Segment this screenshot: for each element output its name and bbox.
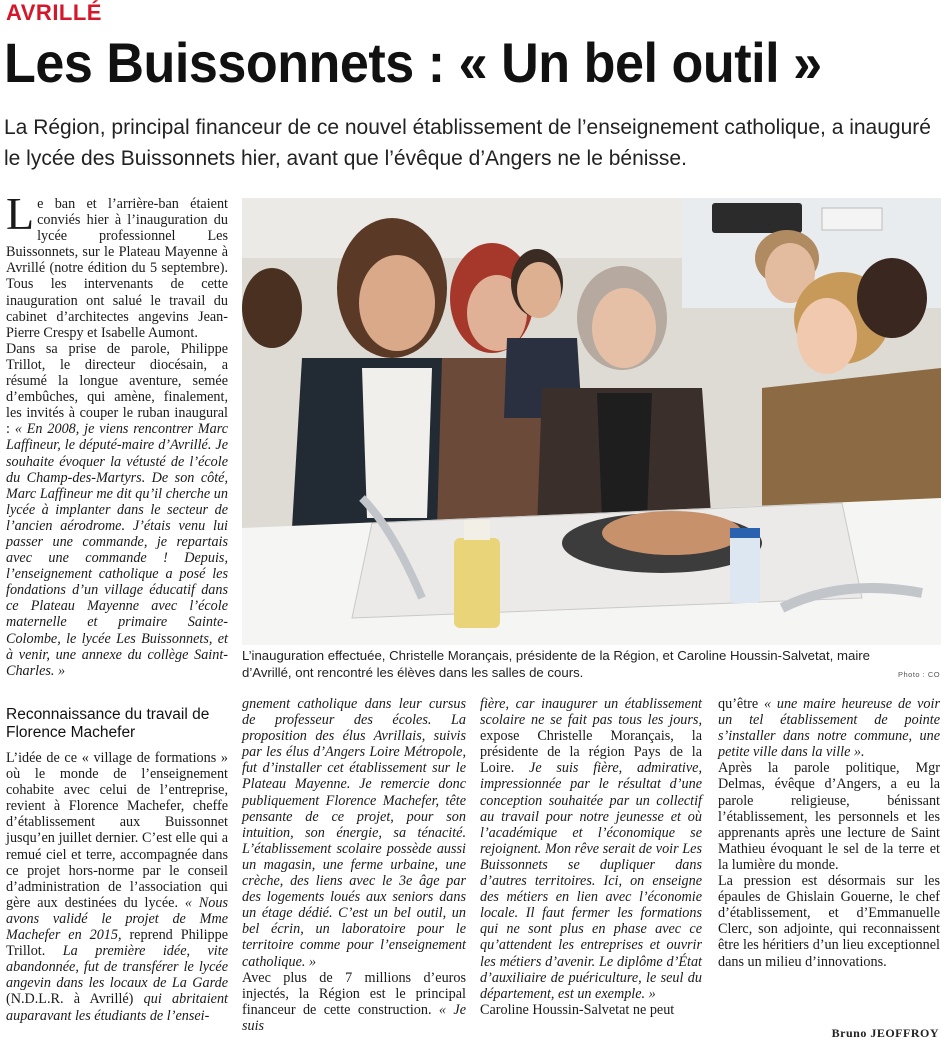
byline: Bruno JEOFFROY [831,1026,939,1040]
quote-text: « En 2008, je viens rencontrer Marc Laffineur, le député-maire d’Avrillé. Je souhaite évoquer la vétusté de l’école du Champ-des-Martyrs. De son côté, Marc Laffineur me dit qu’il cherche un lycée à implanter dans le secteur de l’ancien aérodrome. J’étais venu lui passer une commande, je repartais avec une commande ! Depuis, l’enseignement catholique a posé les fondations d’un village éducatif dans ce Plateau Mayenne avec l’école maternelle et primaire Sainte-Colombe, le lycée Les Buissonnets, et à venir, une annexe du collège Saint-Charles. » [6,421,228,679]
photo-caption: L’inauguration effectuée, Christelle Morançais, présidente de la Région, et Caroline Houssin-Salvetat, maire d’Avrillé, ont rencontré les élèves dans les salles de cours. [242,648,870,680]
article-photo [242,198,941,645]
quote-text: fière, car inaugurer un établissement scolaire ne se fait pas tous les jours, [480,696,702,729]
intro-paragraph: e ban et l’arrière-ban étaient conviés hier à l’inauguration du lycée professionnel Les Buissonnets, sur le Plateau Mayenne à Avrillé (notre édition du 5 septembre). Tous les intervenants de cette inauguration ont salué le travail du cabinet d’architectes angevins Jean-Pierre Crespy et Isabelle Aumont. [6,196,228,341]
quote-text: « Nous avons validé le projet de Mme Machefer en 2015, [6,894,228,944]
article-column-4 [718,696,940,970]
drop-cap: L [6,188,35,239]
quote-text: « une maire heureuse de voir un tel établissement de pointe s’installer dans notre commune, une petite ville dans la ville ». [718,696,940,761]
article-column-3 [480,696,702,1018]
paragraph-text: Après la parole politique, Mgr Delmas, évêque d’Angers, a eu la parole religieuse, bénissant l’établissement, les personnels et les apprenants après une lecture de Saint Mathieu évoquant le sel de la terre et la lumière du monde. [718,760,940,873]
article-column-2 [242,696,466,1034]
paragraph-text: Dans sa prise de parole, Philippe Trillot, le directeur diocésain, a résumé la longue aventure, semée d’embûches, qui amène, finalement, les invités à couper le ruban inaugural : [6,340,228,438]
photo-credit: Photo : CO [898,670,941,679]
quote-text: qui abritaient auparavant les étudiants de l’ensei- [6,991,228,1024]
paragraph-text: qu’être [718,696,764,712]
paragraph-text: La pression est désormais sur les épaules de Ghislain Gouerne, le chef d’établissement, et d’Emmanuelle Clerc, son adjointe, qui reconnaissent être les héritiers d’un lieu exceptionnel dans un milieu d’innovations. [718,873,940,970]
paragraph-text: Avec plus de 7 millions d’euros injectés, la Région est le principal financeur de cette construction. [242,969,466,1018]
quote-text: « Je suis [242,1001,466,1034]
article-column-1 [6,188,228,679]
headline: Les Buissonnets : « Un bel outil » [4,31,822,94]
article-column-1-bottom [6,750,228,1024]
quote-text: La première idée, vite abandonnée, fut de transférer le lycée angevin dans les locaux de La Garde [6,943,228,992]
subheading: Reconnaissance du travail de Florence Machefer [6,706,210,741]
standfirst: La Région, principal financeur de ce nouvel établissement de l’enseignement catholique, a inauguré le lycée des Buissonnets hier, avant que l’évêque d’Angers ne le bénisse. [4,116,931,170]
paragraph-text: (N.D.L.R. à Avrillé) [6,991,144,1008]
quote-text: Je suis fière, admirative, impressionnée par le résultat d’une conception souhaitée par un collectif au travail pour notre jeunesse et où l’académique et l’économique se rejoignent. Mon rêve serait de voir Les Buissonnets se dupliquer dans d’autres territoires. Ici, on enseigne des métiers en lien avec l’économie locale. Il faut fermer les formations qui ne sont plus en phase avec ce qu’attendent les entreprises et ouvrir les métiers d’avenir. Le diplôme d’État d’auxiliaire de puériculture, le seul du département, est un exemple. » [480,760,702,1002]
paragraph-text: expose Christelle Morançais, la présidente de la région Pays de la Loire. [480,728,702,777]
paragraph-text: reprend Philippe Trillot. [6,927,228,960]
paragraph-text: Caroline Houssin-Salvetat ne peut [480,1001,675,1018]
paragraph-text: L’idée de ce « village de formations » où le monde de l’enseignement cohabite avec celui de l’entreprise, revient à Florence Machefer, cheffe d’établissement aux Buissonnet jusqu’en juillet dernier. C’est elle qui a remué ciel et terre, accompagnée dans ce projet hors-norme par le conseil d’administration de l’association qui gère aux destinées du lycée. [6,750,228,911]
quote-text: gnement catholique dans leur cursus de professeur des écoles. La proposition des élus Avrillais, suivis par les élus d’Angers Loire Métropole, fut d’installer cet établissement sur le Plateau Mayenne. Je remercie donc publiquement Florence Machefer, tête pensante de ce projet, pour son intuition, son énergie, sa ténacité. L’établissement scolaire possède aussi un magasin, une ferme urbaine, une crèche, des liens avec le 3e âge par des logements loués aux seniors dans un étage dédié. C’est un bel outil, un bel écrin, un laboratoire pour le territoire comme pour l’enseignement catholique. » [242,696,466,970]
section-kicker: AVRILLÉ [6,0,102,25]
